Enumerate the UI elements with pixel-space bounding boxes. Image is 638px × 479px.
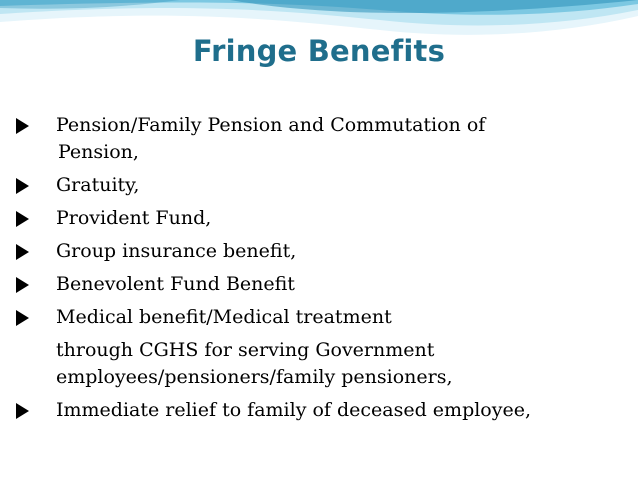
list-item-continuation <box>12 364 632 391</box>
checkmark-icon <box>16 211 29 227</box>
list-item <box>12 304 632 331</box>
list-item-text: Medical benefit/Medical treatment <box>56 306 392 328</box>
slide-title: Fringe Benefits <box>192 34 446 68</box>
checkmark-icon <box>16 118 29 134</box>
checkmark-icon <box>16 277 29 293</box>
list-item <box>12 271 632 298</box>
list-item <box>12 205 632 232</box>
list-item <box>12 238 632 265</box>
list-item-continuation <box>12 337 632 364</box>
bullet-list <box>12 112 632 424</box>
checkmark-icon <box>16 244 29 260</box>
list-item-text: employees/pensioners/family pensioners, <box>56 366 453 388</box>
list-item-text: Pension/Family Pension and Commutation of <box>56 114 486 136</box>
list-item-text: Immediate relief to family of deceased employee, <box>56 399 532 421</box>
list-item <box>12 112 632 139</box>
list-item-text: Pension, <box>58 141 139 163</box>
list-item-text: Gratuity, <box>56 174 140 196</box>
list-item-text: Benevolent Fund Benefit <box>56 273 295 295</box>
checkmark-icon <box>16 310 29 326</box>
list-item <box>12 397 632 424</box>
list-item <box>12 172 632 199</box>
list-item-text: through CGHS for serving Government <box>56 339 435 361</box>
list-item-continuation <box>12 139 632 166</box>
list-item-text: Provident Fund, <box>56 207 212 229</box>
checkmark-icon <box>16 178 29 194</box>
list-item-text: Group insurance benefit, <box>56 240 297 262</box>
checkmark-icon <box>16 403 29 419</box>
